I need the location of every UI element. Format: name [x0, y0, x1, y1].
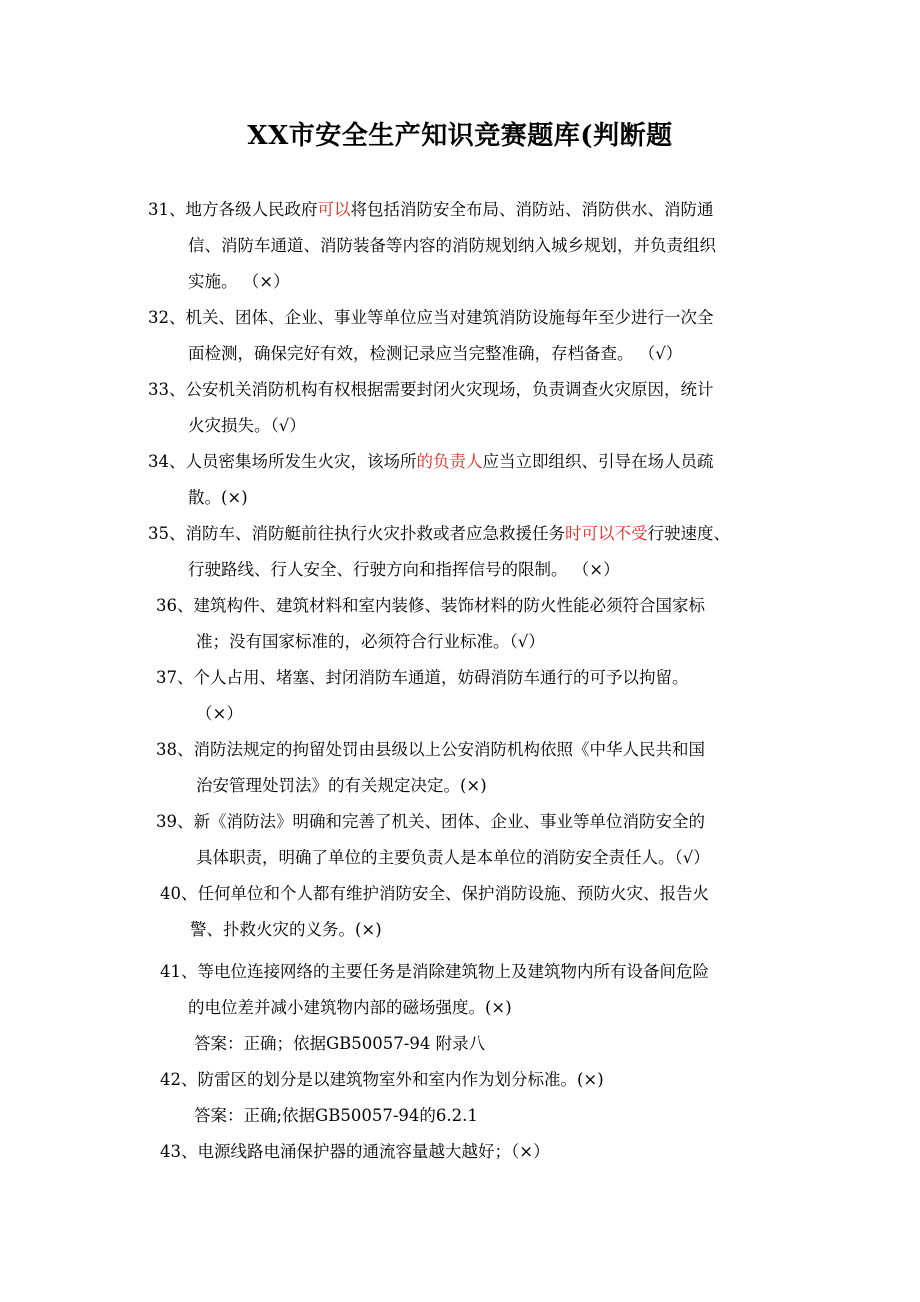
question-line: 警、扑救火灾的义务。(×) [190, 920, 382, 939]
question-line: 37、个人占用、堵塞、封闭消防车通道，妨碍消防车通行的可予以拘留。 [156, 668, 689, 687]
question-text: 34、人员密集场所发生火灾，该场所 [148, 452, 417, 471]
question-line: 治安管理处罚法》的有关规定决定。(×) [196, 776, 487, 795]
question-line: 36、建筑构件、建筑材料和室内装修、装饰材料的防火性能必须符合国家标 [156, 596, 705, 615]
highlighted-text: 时可以不受 [565, 524, 648, 543]
question-31 [148, 192, 716, 300]
question-text: 将包括消防安全布局、消防站、消防供水、消防通 [350, 200, 714, 219]
question-line: 散。(×) [188, 488, 248, 507]
question-36 [156, 588, 705, 660]
question-line: 火灾损失。（√） [188, 416, 306, 435]
question-line [148, 192, 716, 228]
question-35 [148, 516, 730, 588]
question-line: 40、任何单位和个人都有维护消防安全、保护消防设施、预防火灾、报告火 [160, 884, 709, 903]
question-39 [156, 804, 710, 876]
question-line: 38、消防法规定的拘留处罚由县级以上公安消防机构依照《中华人民共和国 [156, 740, 705, 759]
question-38 [156, 732, 705, 804]
question-line: 具体职责，明确了单位的主要负责人是本单位的消防安全责任人。（√） [196, 848, 710, 867]
answer-line: 答案：正确；依据GB50057-94 附录八 [194, 1034, 486, 1053]
highlighted-text: 可以 [317, 200, 351, 219]
question-line: 信、消防车通道、消防装备等内容的消防规划纳入城乡规划，并负责组织 [188, 236, 716, 255]
question-line: 面检测，确保完好有效，检测记录应当完整准确，存档备查。 （√） [188, 344, 683, 363]
answer-line: 答案：正确;依据GB50057-94的6.2.1 [194, 1106, 478, 1125]
question-text: 行驶速度、 [647, 524, 730, 543]
question-33 [148, 372, 714, 444]
question-line: （×） [196, 704, 243, 723]
question-line: 行驶路线、行人安全、行驶方向和指挥信号的限制。 （×） [188, 560, 620, 579]
question-41 [160, 954, 709, 1062]
question-line [148, 516, 730, 552]
question-32 [148, 300, 714, 372]
question-34 [148, 444, 714, 516]
question-line: 39、新《消防法》明确和完善了机关、团体、企业、事业等单位消防安全的 [156, 812, 705, 831]
question-line: 43、电源线路电涌保护器的通流容量越大越好；（×） [160, 1142, 550, 1161]
question-text: 应当立即组织、引导在场人员疏 [482, 452, 714, 471]
question-40 [160, 876, 709, 948]
question-text: 35、消防车、消防艇前往执行火灾扑救或者应急救援任务 [148, 524, 565, 543]
question-line: 41、等电位连接网络的主要任务是消除建筑物上及建筑物内所有设备间危险 [160, 962, 709, 981]
question-line: 33、公安机关消防机构有权根据需要封闭火灾现场，负责调查火灾原因，统计 [148, 380, 714, 399]
question-line: 32、机关、团体、企业、事业等单位应当对建筑消防设施每年至少进行一次全 [148, 308, 714, 327]
question-line [148, 444, 714, 480]
question-text: 31、地方各级人民政府 [148, 200, 318, 219]
question-line: 准；没有国家标准的，必须符合行业标准。（√） [196, 632, 545, 651]
question-43 [160, 1134, 550, 1170]
highlighted-text: 的负责人 [416, 452, 483, 471]
question-line: 实施。 （×） [188, 272, 290, 291]
question-37 [156, 660, 689, 732]
question-42 [160, 1062, 604, 1134]
question-line: 的电位差并减小建筑物内部的磁场强度。(×) [188, 998, 512, 1017]
question-line: 42、防雷区的划分是以建筑物室外和室内作为划分标准。(×) [160, 1070, 604, 1089]
page-title: XX市安全生产知识竞赛题库(判断题 [247, 121, 673, 151]
